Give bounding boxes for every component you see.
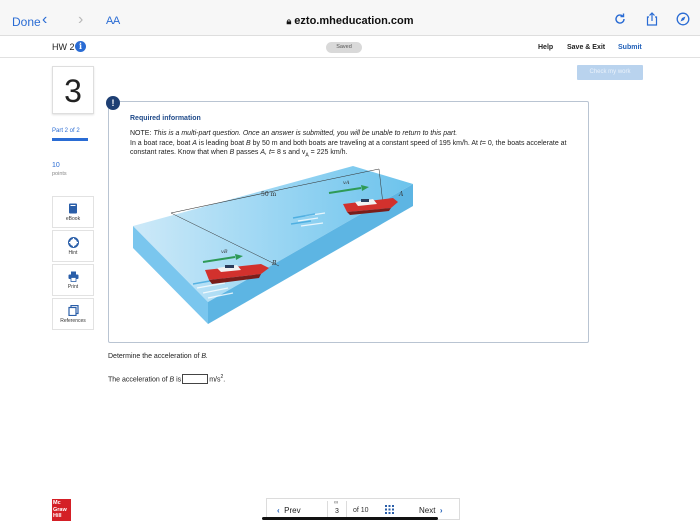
problem-statement [130,129,575,161]
boat-race-figure [133,166,413,326]
logo-line: Hill [53,513,62,519]
references-label: References [60,318,86,324]
answer-row [108,374,225,384]
text-size-button[interactable]: AA [106,15,120,27]
answer-unit: m/s [209,376,221,384]
velocity-a-label: vA [343,180,350,186]
problem-text: = 225 km/h. [310,149,348,156]
var-t: t [268,149,271,156]
var-t: t [479,139,482,147]
problem-text: by 50 m and both boats are traveling at a constant speed of 195 km/h. At [252,139,478,147]
address-bar[interactable] [0,15,700,27]
logo-line: Mc [53,500,61,506]
chevron-right-icon: › [439,506,443,515]
mcgraw-hill-logo [52,499,71,521]
info-icon[interactable]: i [75,41,86,52]
lock-icon: 🔒︎ [286,16,292,26]
browser-toolbar [0,0,700,36]
prompt-text: Determine the acceleration of [108,353,200,360]
problem-text: = 8 s and v [270,149,306,156]
submit-button[interactable]: Submit [618,44,642,51]
answer-text: The acceleration of [108,376,168,384]
velocity-b-label: vB [221,249,228,255]
lifebuoy-icon [68,237,79,248]
points-value: 10 [52,162,60,169]
question-prompt [108,353,208,360]
hint-label: Hint [68,250,78,256]
printer-icon [68,271,79,282]
var-b: B [229,149,235,156]
var-a: A [192,139,197,147]
answer-text: is [176,376,182,384]
check-my-work-button[interactable]: Check my work [577,65,643,80]
part-indicator: Part 2 of 2 [52,128,80,134]
book-icon [68,203,78,214]
problem-text: is leading boat [198,139,245,147]
compass-icon[interactable] [676,12,690,26]
answer-text: . [223,376,226,384]
back-chevron-icon[interactable]: ‹ [42,11,48,28]
required-info-alert-icon: ! [106,96,120,110]
done-button[interactable]: Done [12,15,41,29]
prev-button[interactable] [277,506,301,515]
points-label: points [52,171,67,177]
subscript-a: A [305,152,309,159]
problem-text: passes [236,149,259,156]
acceleration-answer-input[interactable] [182,374,208,384]
prompt-var: B. [201,353,209,360]
next-label: Next [419,506,436,515]
boat-b-label: B [272,260,277,267]
ebook-button[interactable] [52,196,94,228]
help-button[interactable]: Help [538,44,554,51]
saved-status-badge: Saved [326,42,362,53]
required-information-panel [108,101,589,343]
assignment-title: HW 2 [52,42,75,52]
next-button[interactable] [419,506,443,515]
chevron-left-icon: ‹ [277,506,280,515]
copy-icon [68,305,79,316]
grid-icon[interactable] [385,505,394,514]
forward-chevron-icon[interactable]: › [78,11,84,28]
distance-label: 50 m [261,191,277,198]
prev-label: Prev [284,506,301,515]
home-indicator [262,517,438,520]
problem-text: = 0, the boats accelerate at constant rates. Know that when [130,139,567,156]
answer-unit-exponent: 2 [220,374,224,380]
hint-button[interactable] [52,230,94,262]
print-button[interactable] [52,264,94,296]
print-label: Print [67,284,79,290]
assignment-header [0,36,700,58]
share-icon[interactable] [645,12,659,26]
answer-var: B [169,376,175,384]
current-page-number: 3 [335,508,339,515]
reload-icon[interactable] [613,12,627,26]
note-text: This is a multi-part question. Once an answer is submitted, you will be unable to return to this part. [153,130,458,137]
save-exit-button[interactable]: Save & Exit [567,44,606,51]
part-progress-bar [52,138,88,141]
logo-line: Graw [53,506,67,513]
required-info-heading: Required information [130,115,201,122]
references-button[interactable] [52,298,94,330]
problem-text: In a boat race, boat [130,139,191,147]
var-b: B [246,139,251,147]
question-number: 3 [52,66,94,114]
ebook-label: eBook [65,216,81,222]
note-prefix: NOTE: [130,130,152,137]
part-progress-fill [52,138,88,141]
var-a: A, [260,149,268,156]
link-icon: ∞ [334,500,339,506]
url-text: ezto.mheducation.com [294,15,414,27]
boat-a-label: A [399,191,404,198]
page-total: of 10 [353,507,369,514]
